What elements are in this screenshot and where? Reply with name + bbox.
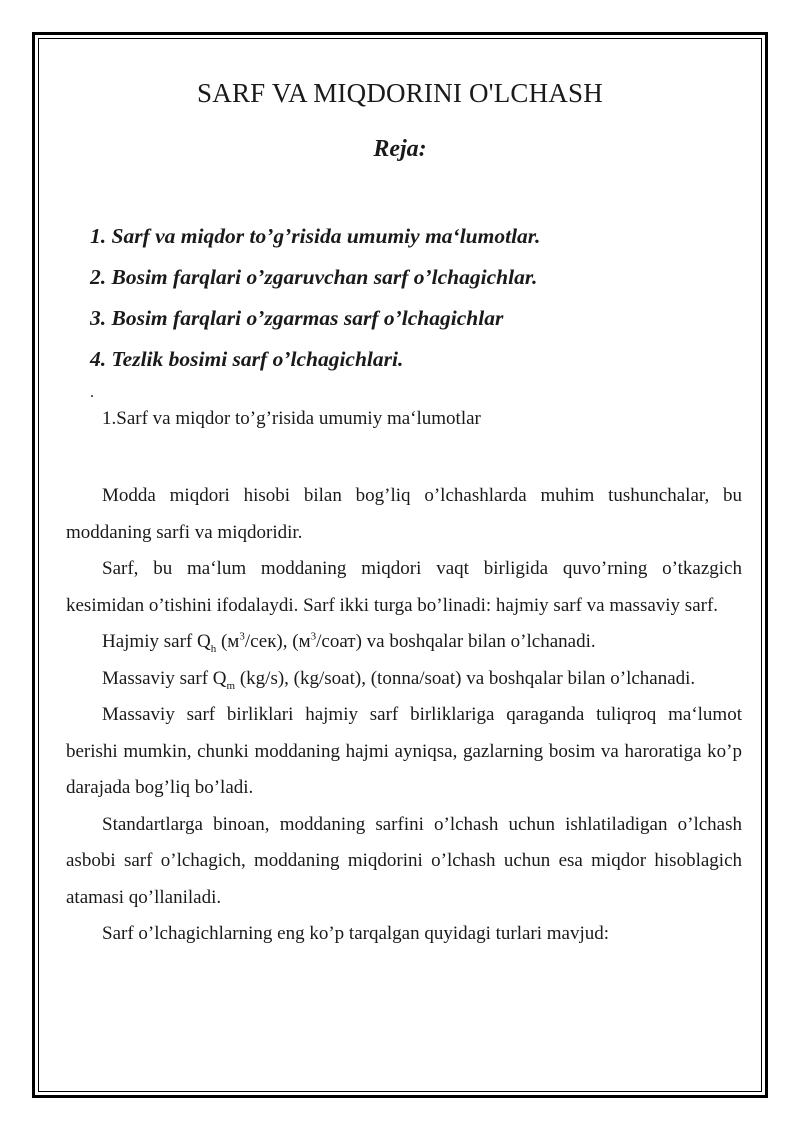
paragraph-text: /сек), (м	[244, 631, 311, 652]
plan-item: 2. Bosim farqlari o’zgaruvchan sarf o’lchagichlar.	[90, 265, 538, 289]
subscript: h	[210, 642, 217, 655]
paragraph-text: /соат) va boshqalar bilan o’lchanadi.	[316, 631, 596, 652]
paragraph	[66, 661, 742, 698]
paragraph: Sarf, bu ma‘lum moddaning miqdori vaqt birligida quvo’rning o’tkazgich kesimidan o’tishini ifodalaydi. Sarf ikki turga bo’linadi: hajmiy sarf va massaviy sarf.	[66, 558, 742, 616]
paragraph-text: Hajmiy sarf Q	[102, 631, 211, 652]
superscript: 3	[239, 630, 245, 643]
paragraph	[66, 624, 742, 661]
paragraph-text: (kg/s), (kg/soat), (tonna/soat) va boshqalar bilan o’lchanadi.	[235, 667, 696, 689]
paragraph: Sarf o’lchagichlarning eng ko’p tarqalgan quyidagi turlari mavjud:	[102, 923, 610, 944]
superscript: 3	[310, 630, 317, 643]
paragraph-text: Massaviy sarf Q	[102, 667, 227, 689]
stray-dot: .	[90, 384, 94, 401]
subscript: m	[226, 679, 236, 692]
section-heading: 1.Sarf va miqdor to’g’risida umumiy ma‘lumotlar	[102, 408, 481, 429]
paragraph: Massaviy sarf birliklari hajmiy sarf birliklariga qaraganda tuliqroq ma‘lumot berishi mumkin, chunki moddaning hajmi ayniqsa, gazlarning bosim va haroratiga ko’p darajada bog’liq bo’ladi.	[66, 704, 742, 798]
plan-item: 3. Bosim farqlari o’zgarmas sarf o’lchagichlar	[90, 306, 504, 330]
paragraph: Modda miqdori hisobi bilan bog’liq o’lchashlarda muhim tushunchalar, bu moddaning sarfi va miqdoridir.	[66, 485, 742, 543]
paragraph-text: (м	[216, 631, 240, 652]
body-text	[66, 478, 742, 953]
paragraph: Standartlarga binoan, moddaning sarfini o’lchash uchun ishlatiladigan o’lchash asbobi sarf o’lchagich, moddaning miqdorini o’lchash uchun esa miqdor hisoblagich atamasi qo’llaniladi.	[66, 813, 742, 908]
plan-item: 4. Tezlik bosimi sarf o’lchagichlari.	[90, 347, 404, 371]
plan-list	[90, 222, 540, 386]
plan-heading: Reja:	[373, 136, 427, 162]
plan-item: 1. Sarf va miqdor to’g’risida umumiy ma‘lumotlar.	[90, 224, 541, 248]
document-title: SARF VA MIQDORINI O'LCHASH	[197, 78, 603, 108]
